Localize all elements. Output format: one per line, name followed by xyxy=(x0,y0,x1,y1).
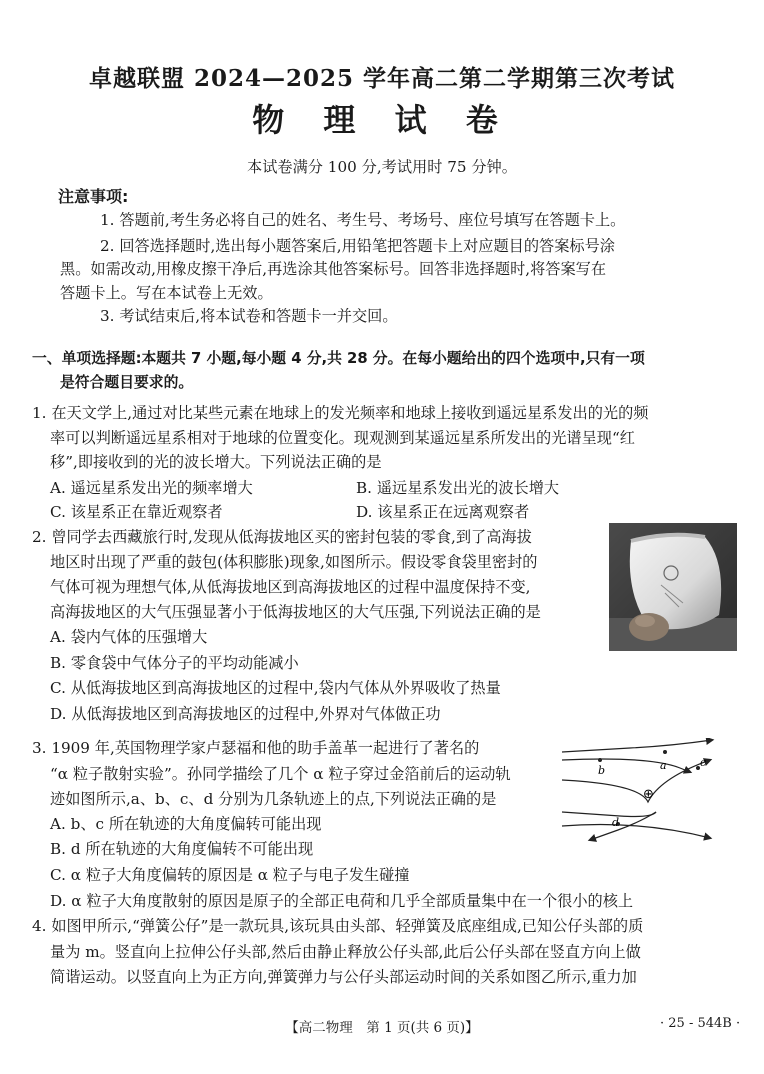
exam-info: 本试卷满分 100 分,考试用时 75 分钟。 xyxy=(247,158,517,176)
q1-option-b: B. 遥远星系发出光的波长增大 xyxy=(356,479,560,497)
q3-stem-2: “α 粒子散射实验”。孙同学描绘了几个 α 粒子穿过金箔前后的运动轨 xyxy=(50,765,511,783)
q2-stem-4: 高海拔地区的大气压强显著小于低海拔地区的大气压强,下列说法正确的是 xyxy=(50,603,541,621)
section-heading-cont: 是符合题目要求的。 xyxy=(60,374,194,391)
notice-line-5: 3. 考试结束后,将本试卷和答题卡一并交回。 xyxy=(100,307,398,325)
q2-option-b: B. 零食袋中气体分子的平均动能减小 xyxy=(50,654,299,672)
label-c: c xyxy=(700,756,707,769)
q2-option-d: D. 从低海拔地区到高海拔地区的过程中,外界对气体做正功 xyxy=(50,705,441,723)
q2-option-c: C. 从低海拔地区到高海拔地区的过程中,袋内气体从外界吸收了热量 xyxy=(50,679,501,697)
q1-stem-1: 1. 在天文学上,通过对比某些元素在地球上的发光频率和地球上接收到遥远星系发出的光的频 xyxy=(32,404,649,422)
q2-stem-3: 气体可视为理想气体,从低海拔地区到高海拔地区的过程中温度保持不变, xyxy=(50,578,531,596)
q4-stem-1: 4. 如图甲所示,“弹簧公仔”是一款玩具,该玩具由头部、轻弹簧及底座组成,已知公仔头部的质 xyxy=(32,917,644,935)
alpha-scattering-diagram xyxy=(560,738,718,850)
q3-option-c: C. α 粒子大角度偏转的原因是 α 粒子与电子发生碰撞 xyxy=(50,866,410,884)
subject-title: 物 理 试 卷 xyxy=(252,101,512,139)
q4-stem-3: 简谐运动。以竖直向上为正方向,弹簧弹力与公仔头部运动时间的关系如图乙所示,重力加 xyxy=(50,968,637,986)
exam-title: 卓越联盟 2024—2025 学年高二第二学期第三次考试 xyxy=(88,65,676,92)
q3-option-d: D. α 粒子大角度散射的原因是原子的全部正电荷和几乎全部质量集中在一个很小的核上 xyxy=(50,892,634,910)
label-b: b xyxy=(598,764,606,777)
notice-line-3: 黑。如需改动,用橡皮擦干净后,再选涂其他答案标号。回答非选择题时,将答案写在 xyxy=(60,260,607,278)
page-footer: 【高二物理 第 1 页(共 6 页)】 xyxy=(285,1020,479,1036)
section-heading: 一、单项选择题:本题共 7 小题,每小题 4 分,共 28 分。在每小题给出的四个选项中,只有一项 xyxy=(32,350,645,367)
q1-option-d: D. 该星系正在远离观察者 xyxy=(356,503,530,521)
notice-line-1: 1. 答题前,考生务必将自己的姓名、考生号、考场号、座位号填写在答题卡上。 xyxy=(100,211,626,229)
q3-stem-1: 3. 1909 年,英国物理学家卢瑟福和他的助手盖革一起进行了著名的 xyxy=(32,739,480,757)
q1-option-a: A. 遥远星系发出光的频率增大 xyxy=(50,479,253,497)
notice-line-4: 答题卡上。写在本试卷上无效。 xyxy=(60,284,273,302)
q2-option-a: A. 袋内气体的压强增大 xyxy=(50,628,208,646)
q2-stem-2: 地区时出现了严重的鼓包(体积膨胀)现象,如图所示。假设零食袋里密封的 xyxy=(50,553,538,571)
exam-code: · 25 - 544B · xyxy=(660,1016,741,1031)
nucleus-symbol: ⊕ xyxy=(643,787,654,802)
q3-stem-3: 迹如图所示,a、b、c、d 分别为几条轨迹上的点,下列说法正确的是 xyxy=(50,790,497,808)
q1-stem-3: 移”,即接收到的光的波长增大。下列说法正确的是 xyxy=(50,453,382,471)
notice-heading: 注意事项: xyxy=(58,187,129,206)
q1-stem-2: 率可以判断遥远星系相对于地球的位置变化。现观测到某遥远星系所发出的光谱呈现“红 xyxy=(50,429,635,447)
label-d: d xyxy=(612,816,620,829)
notice-line-2: 2. 回答选择题时,选出每小题答案后,用铅笔把答题卡上对应题目的答案标号涂 xyxy=(100,237,615,255)
q2-stem-1: 2. 曾同学去西藏旅行时,发现从低海拔地区买的密封包装的零食,到了高海拔 xyxy=(32,528,532,546)
label-a: a xyxy=(660,759,667,772)
snack-bag-photo xyxy=(609,523,737,651)
q4-stem-2: 量为 m。竖直向上拉伸公仔头部,然后由静止释放公仔头部,此后公仔头部在竖直方向上做 xyxy=(50,943,641,961)
q3-option-b: B. d 所在轨迹的大角度偏转不可能出现 xyxy=(50,840,314,858)
q3-option-a: A. b、c 所在轨迹的大角度偏转可能出现 xyxy=(50,815,322,833)
q1-option-c: C. 该星系正在靠近观察者 xyxy=(50,503,223,521)
